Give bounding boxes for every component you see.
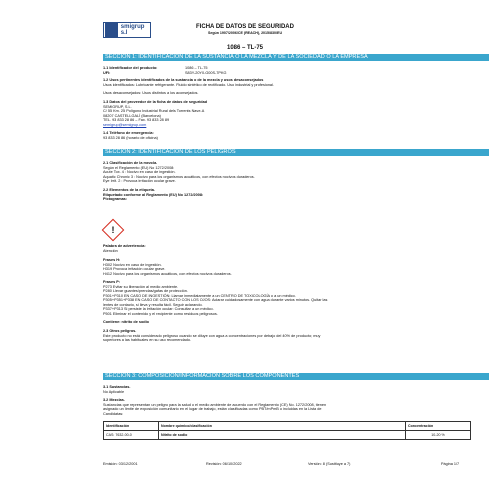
classification-title: 2.1 Clasificación de la mezcla. <box>103 161 158 165</box>
regulation-line: Según 1907/2006/CE (REACH), 2015/830/EU <box>207 31 283 35</box>
identifier-value: 1086 – TL-75 <box>185 66 208 70</box>
ufi-label: UFI: <box>103 70 111 75</box>
signal-word-value: Atención <box>103 248 118 253</box>
supplier-title: 1.3 Datos del proveedor de la ficha de datos de seguridad <box>103 100 208 104</box>
identifier-label: 1.1 Identificador del producto: <box>103 66 158 70</box>
section2-heading: SECCIÓN 2: IDENTIFICACIÓN DE LOS PELIGROS <box>103 149 489 156</box>
table-row <box>104 431 471 440</box>
p-phrase: P305+P351+P338 EN CASO DE CONTACTO CON LOS OJOS: Aclarar cuidadosamente con agua durante varios minutos. Quitar las <box>103 298 328 302</box>
mixtures-title: 3.2 Mezclas. <box>103 398 125 402</box>
table-cell: 10-20 % <box>406 431 471 440</box>
supplier-line: SEMIGRUP, S.L. <box>103 104 132 109</box>
pictograms-label: Pictogramas: <box>103 197 128 201</box>
section3-heading: SECCIÓN 3: COMPOSICIÓN/INFORMACIÓN SOBRE LOS COMPONENTES <box>103 373 489 380</box>
signal-word-label: Palabra de advertencia: <box>103 244 146 248</box>
contains-line: Contiene: nitrito de sodio <box>103 320 149 324</box>
table-cell: CAS: 7632-00-0 <box>104 431 159 440</box>
ufi-value: S83Y-20Y0-G00S-7PKG <box>185 70 227 75</box>
h-phrases-title: Frases H: <box>103 258 121 262</box>
table-header: Nombre químico/clasificación <box>159 422 406 431</box>
p-phrase: P301+P310 EN CASO DE INGESTIÓN: Llamar inmediatamente a un CENTRO DE TOXICOLOGÍA o a un médico. <box>103 293 296 298</box>
document-title: FICHA DE DATOS DE SEGURIDAD <box>196 24 294 30</box>
table-cell: Nitrito de sodio <box>159 431 406 440</box>
composition-table <box>103 421 471 440</box>
footer-revision: Revisión: 06/10/2022 <box>206 462 242 466</box>
substances-value: No Aplicable <box>103 389 125 394</box>
h-phrase: H319 Provoca irritación ocular grave. <box>103 267 166 271</box>
p-phrase: P337+P313 Si persiste la irritación ocular: Consultar a un médico. <box>103 307 214 311</box>
supplier-line: TEL. 93 833 28 86 – Fax. 93 833 28 89 <box>103 118 170 122</box>
supplier-line: 08207 CASTELLGALÍ (Barcelona) <box>103 113 161 118</box>
supplier-line: C/ 55 Km. 25 Polígono Industrial Rural dels Torrents Nave-A <box>103 109 205 113</box>
uses-line: Usos identificados: Lubricante refrigerante. Fluido sintético de rectificado. Uso industrial y profesional. <box>103 82 274 87</box>
exclamation-hazard-icon: ! <box>102 219 125 242</box>
product-title: 1086 – TL-75 <box>226 45 264 51</box>
substances-title: 3.1 Sustancias. <box>103 385 131 389</box>
logo-text: smigrup s.l <box>120 24 145 36</box>
footer-version: Versión: 8 (Sustituye a 7) <box>308 462 351 466</box>
footer-issued: Emisión: 03/12/2001 <box>103 462 138 466</box>
emergency-value: 93 833 28 86 (horario de oficina) <box>103 135 158 140</box>
h-phrase: H412 Nocivo para los organismos acuáticos, con efectos nocivos duraderos. <box>103 271 232 276</box>
p-phrase: P273 Evitar su liberación al medio ambiente. <box>103 284 179 289</box>
p-phrase: lentes de contacto, si lleva y resulta fácil. Seguir aclarando. <box>103 302 203 307</box>
mixtures-line: Candidatas: <box>103 411 124 416</box>
p-phrase: P501 Eliminar el contenido y el recipiente como residuos peligrosos. <box>103 311 218 316</box>
p-phrases-title: Frases P: <box>103 280 121 284</box>
other-hazards-line: superiores a las habituales en su uso recomendado. <box>103 338 192 342</box>
footer-page: Página 1/7 <box>441 462 460 466</box>
label-regulation: Etiquetado conforme al Reglamento (EU) No 1272/2008: <box>103 192 204 197</box>
h-phrase: H302 Nocivo en caso de ingestión. <box>103 262 162 267</box>
uses-title: 1.2 Usos pertinentes identificados de la sustancia o de la mezcla y usos desaconsejados <box>103 78 264 82</box>
supplier-email-link[interactable]: semigrup@semigrup.com <box>103 122 147 127</box>
mixtures-line: asignado un límite de exposición comunitario en el lugar de trabajo, están clasificadas como PBT/mPmB o incluidas en la Lista de <box>103 407 322 411</box>
classification-line: Según el Reglamento (EU) No 1272/2008: <box>103 165 175 170</box>
other-hazards-title: 2.3 Otros peligros. <box>103 329 137 333</box>
mixtures-line: Sustancias que representan un peligro para la salud o el medio ambiente de acuerdo con el Reglamento (CE) No. 1272/2008, tienen <box>103 402 327 407</box>
table-header: Concentración <box>406 422 471 431</box>
table-header: Identificación <box>104 422 159 431</box>
unadvised-uses: Usos desaconsejados: Usos distintos a los aconsejados. <box>103 91 199 95</box>
table-header-row <box>104 422 471 431</box>
emergency-title: 1.4 Teléfono de emergencia: <box>103 131 154 135</box>
section1-heading: SECCIÓN 1: IDENTIFICACIÓN DE LA SUSTANCIA O LA MEZCLA Y DE LA SOCIEDAD O LA EMPRESA <box>103 54 489 61</box>
other-hazards-line: Este producto no está considerado peligroso cuando se diluye con agua a concentraciones por debajo del 40% de producto; muy <box>103 333 321 338</box>
classification-line: Acute Tox. 4 : Nocivo en caso de ingestión. <box>103 170 176 174</box>
label-elements-title: 2.2 Elementos de la etiqueta. <box>103 188 155 192</box>
classification-line: Aquatic Chronic 3 : Nocivo para los organismos acuáticos, con efectos nocivos duraderos. <box>103 174 255 179</box>
p-phrase: P280 Llevar guantes/prendas/gafas de protección. <box>103 289 188 293</box>
classification-line: Eye Irrit. 2 : Provoca irritación ocular grave. <box>103 179 176 183</box>
